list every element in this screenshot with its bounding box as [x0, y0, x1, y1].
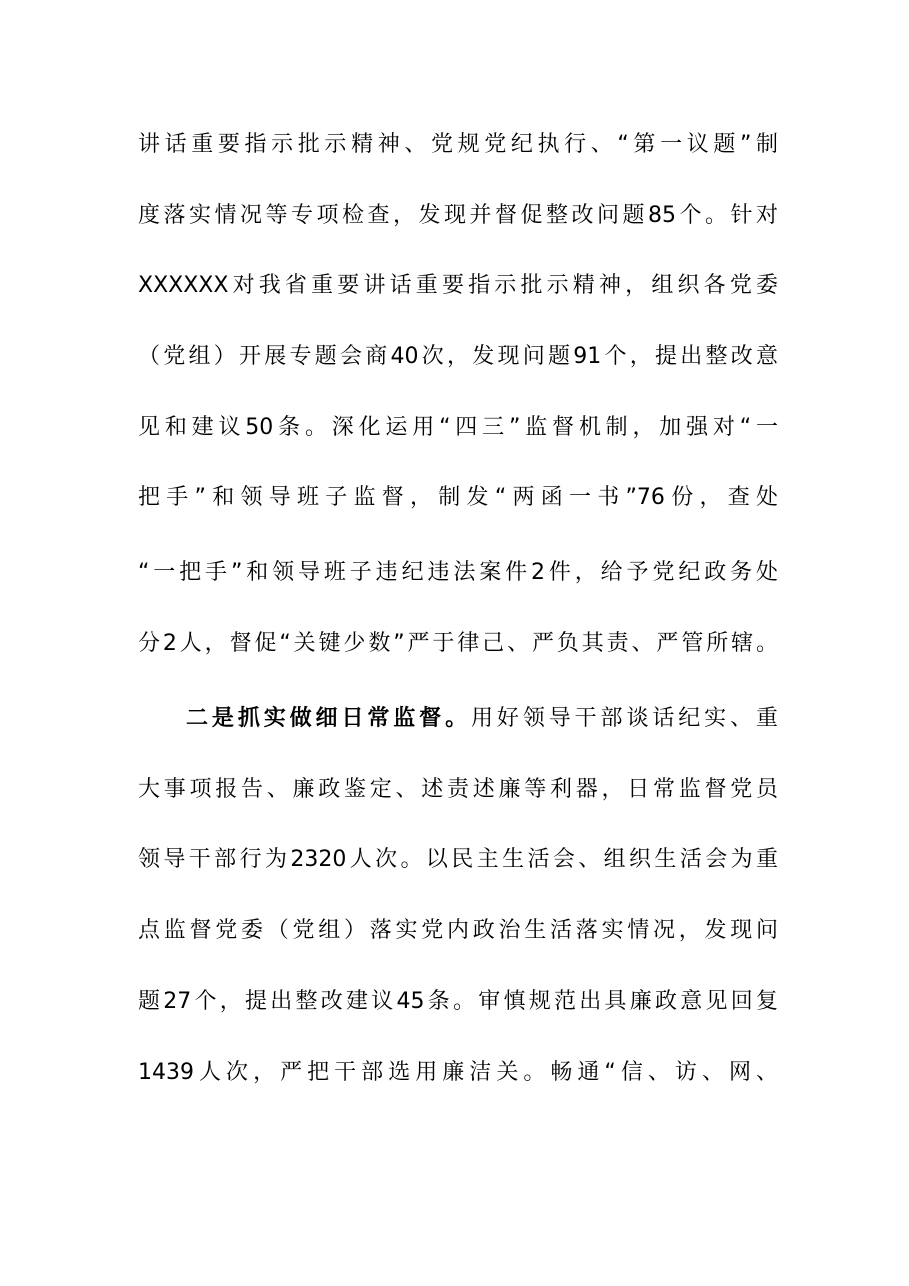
paragraph-line: XXXXXX对我省重要讲话重要指示批示精神，组织各党委	[138, 273, 778, 298]
paragraph-line: 把手”和领导班子监督，制发“两函一书”76份，查处	[138, 485, 778, 510]
paragraph-line: 大事项报告、廉政鉴定、述责述廉等利器，日常监督党员	[138, 777, 778, 802]
paragraph-first-line	[186, 702, 778, 736]
paragraph-line: 点监督党委（党组）落实党内政治生活落实情况，发现问	[138, 918, 778, 943]
paragraph-line: 题27个，提出整改建议45条。审慎规范出具廉政意见回复	[138, 989, 778, 1014]
paragraph-line: 分2人，督促“关键少数”严于律己、严负其责、严管所辖。	[138, 631, 778, 656]
paragraph-line: 领导干部行为2320人次。以民主生活会、组织生活会为重	[138, 847, 778, 872]
paragraph-line: “一把手”和领导班子违纪违法案件2件，给予党纪政务处	[138, 560, 778, 585]
paragraph-line: 讲话重要指示批示精神、党规党纪执行、“第一议题”制	[138, 132, 778, 157]
paragraph-line: 见和建议50条。深化运用“四三”监督机制，加强对“一	[138, 415, 778, 440]
paragraph-line: 度落实情况等专项检查，发现并督促整改问题85个。针对	[138, 203, 778, 228]
paragraph-line: 1439人次，严把干部选用廉洁关。畅通“信、访、网、	[138, 1060, 778, 1085]
paragraph-line: （党组）开展专题会商40次，发现问题91个，提出整改意	[138, 344, 778, 369]
paragraph-text: 用好领导干部谈话纪实、重	[471, 706, 778, 731]
paragraph-heading: 二是抓实做细日常监督。	[186, 706, 471, 731]
